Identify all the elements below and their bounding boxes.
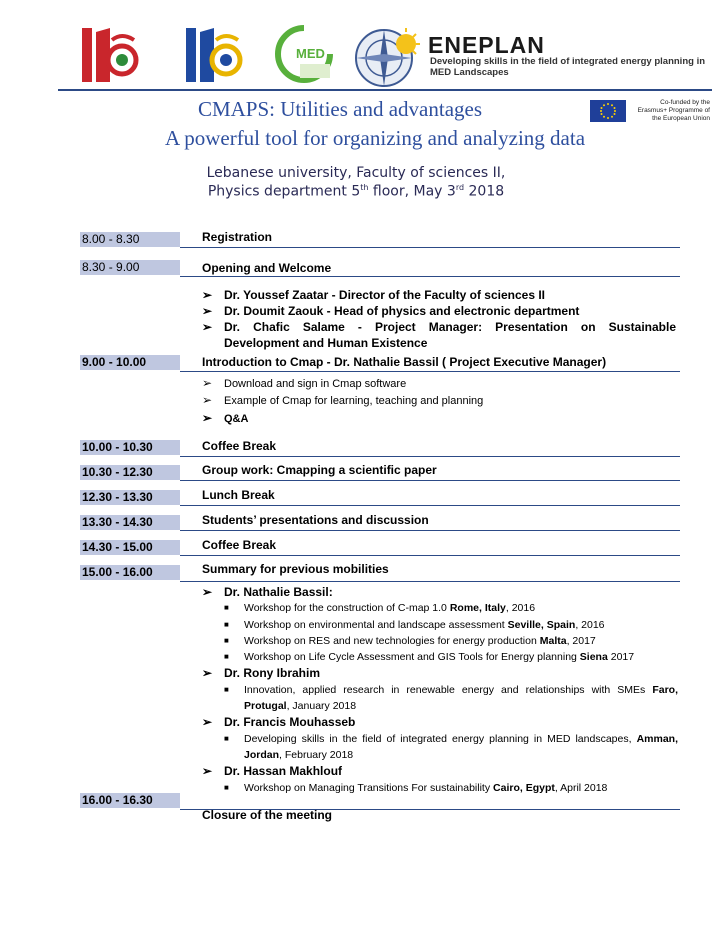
time-slot: 8.00 - 8.30 [80,232,180,247]
square-bullet-icon: ■ [224,652,229,661]
venue-line-2: Physics department 5th floor, May 3rd 2018 [207,183,505,200]
mobility-person: ➢ Dr. Francis Mouhasseb [202,715,356,729]
time-slot: 14.30 - 15.00 [80,540,180,555]
brand-name: ENEPLAN [428,32,545,58]
intro-item: ➢ Q&A [202,411,249,425]
session-title: Opening and Welcome [202,261,332,275]
mobility-item: ■ Workshop on RES and new technologies for energy production Malta, 2017 [224,635,596,647]
mobility-item: ■ Workshop on Life Cycle Assessment and GIS Tools for Energy planning Siena 2017 [224,651,635,663]
mobility-item-continuation: Jordan, February 2018 [244,749,354,761]
mobility-item: ■ Workshop for the construction of C-map 1.0 Rome, Italy, 2016 [224,602,536,614]
speaker-item: ➢ Dr. Youssef Zaatar - Director of the Faculty of sciences II [202,288,545,302]
square-bullet-icon: ■ [224,620,229,629]
arrow-bullet-icon: ➢ [202,585,213,599]
arrow-bullet-icon: ➢ [202,715,213,729]
speaker-item: ➢ Dr. Chafic Salame - Project Manager: Presentation on Sustainable [202,320,676,334]
session-title: Group work: Cmapping a scientific paper [202,463,437,477]
arrow-bullet-icon: ➢ [202,320,213,334]
row-divider [180,581,680,582]
gmed-logo [274,24,340,84]
arrow-bullet-icon: ➢ [202,764,213,778]
time-slot: 9.00 - 10.00 [80,355,180,370]
session-title: Coffee Break [202,439,277,453]
mobility-item: ■ Workshop on environmental and landscape assessment Seville, Spain, 2016 [224,619,605,631]
eneplan-compass-logo [354,22,426,90]
session-title: Coffee Break [202,538,277,552]
row-divider [180,456,680,457]
time-slot: 13.30 - 14.30 [80,515,180,530]
row-divider [180,555,680,556]
time-slot: 10.30 - 12.30 [80,465,180,480]
faculty-logo [186,26,244,84]
square-bullet-icon: ■ [224,636,229,645]
mobility-person: ➢ Dr. Hassan Makhlouf [202,764,343,778]
square-bullet-icon: ■ [224,783,229,792]
speaker-item: ➢ Dr. Doumit Zaouk - Head of physics and electronic department [202,304,580,318]
session-title: Registration [202,230,273,244]
square-bullet-icon: ■ [224,685,229,694]
row-divider [180,276,680,277]
row-divider [180,371,680,372]
arrow-bullet-icon: ➢ [202,304,213,318]
arrow-bullet-icon: ➢ [202,411,213,425]
session-title: Summary for previous mobilities [202,562,389,576]
row-divider [180,505,680,506]
session-title: Introduction to Cmap - Dr. Nathalie Bassil ( Project Executive Manager) [202,355,607,369]
time-slot: 16.00 - 16.30 [80,793,180,808]
svg-text:MED: MED [296,46,325,61]
time-slot: 8.30 - 9.00 [80,260,180,275]
venue-line-1: Lebanese university, Faculty of sciences II, [206,165,506,181]
intro-item: ➢ Example of Cmap for learning, teaching and planning [202,393,484,407]
intro-item: ➢ Download and sign in Cmap software [202,376,407,390]
session-title: Closure of the meeting [202,808,333,822]
mobility-person: ➢ Dr. Rony Ibrahim [202,666,321,680]
session-title: Students’ presentations and discussion [202,513,429,527]
row-divider [180,247,680,248]
time-slot: 15.00 - 16.00 [80,565,180,580]
session-title: Lunch Break [202,488,275,502]
row-divider [180,530,680,531]
eu-cofunded-text: Co-funded by the Erasmus+ Programme of the European Union [637,99,710,122]
header-divider [58,89,712,91]
mobility-item: ■ Workshop on Managing Transitions For sustainability Cairo, Egypt, April 2018 [224,782,608,794]
time-slot: 10.00 - 10.30 [80,440,180,455]
arrow-bullet-icon: ➢ [202,393,213,407]
arrow-bullet-icon: ➢ [202,288,213,302]
mobility-person: ➢ Dr. Nathalie Bassil: [202,585,333,599]
lebanese-university-logo [82,26,140,84]
square-bullet-icon: ■ [224,734,229,743]
arrow-bullet-icon: ➢ [202,666,213,680]
speaker-item-continuation: Development and Human Existence [224,336,428,350]
brand-tagline: Developing skills in the field of integrated energy planning in MED Landscapes [430,56,706,78]
page-subtitle: A powerful tool for organizing and analyzing data [164,126,586,150]
square-bullet-icon: ■ [224,603,229,612]
time-slot: 12.30 - 13.30 [80,490,180,505]
mobility-item: ■ Developing skills in the field of integrated energy planning in MED landscapes, Amman, [224,733,678,745]
page-title: CMAPS: Utilities and advantages [197,97,483,121]
row-divider [180,480,680,481]
mobility-item-continuation: Protugal, January 2018 [244,700,357,712]
mobility-item: ■ Innovation, applied research in renewable energy and relationships with SMEs Faro, [224,684,678,696]
arrow-bullet-icon: ➢ [202,376,213,390]
